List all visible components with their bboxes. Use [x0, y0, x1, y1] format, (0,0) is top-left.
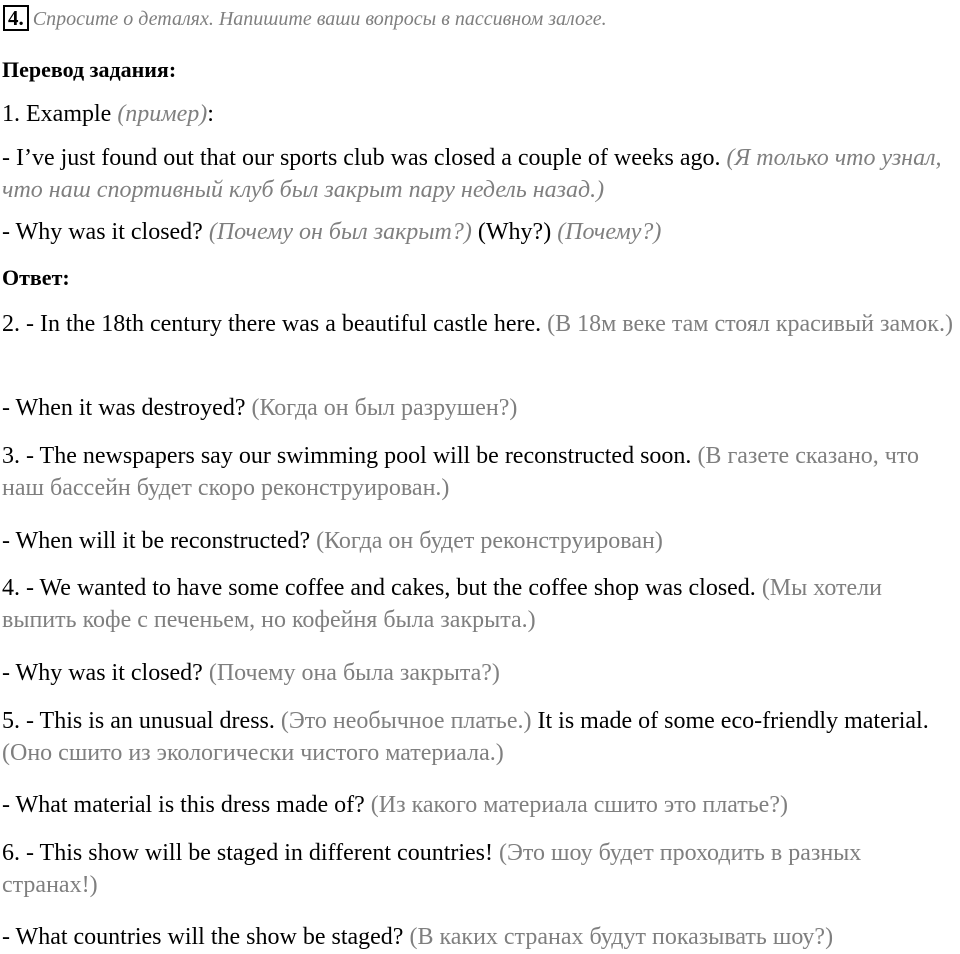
example-question-ru: (Почему он был закрыт?)	[208, 219, 472, 245]
item-4-statement	[2, 572, 958, 636]
item-6-statement-ru: (Это шоу будет проходить в разных странах!)	[2, 840, 862, 898]
example-label-ru: (пример)	[117, 101, 208, 127]
example-sentence-ru: (Я только что узнал, что наш спортивный клуб был закрыт пару недель назад.)	[2, 145, 942, 203]
item-5-statement	[2, 705, 958, 769]
item-5-statement-ru: (Это необычное платье.)	[280, 708, 532, 734]
example-sentence-en: - I’ve just found out that our sports club was closed a couple of weeks ago.	[2, 145, 721, 171]
example-question	[2, 216, 958, 248]
item-4-question	[2, 657, 958, 689]
item-4-statement-en: 4. - We wanted to have some coffee and cakes, but the coffee shop was closed.	[2, 575, 756, 601]
item-3-question-ru: (Когда он будет реконструирован)	[316, 528, 663, 554]
example-label-line	[2, 98, 958, 130]
item-4-statement-ru: (Мы хотели выпить кофе с печеньем, но кофейня была закрыта.)	[2, 575, 882, 633]
item-5-statement2-ru: (Оно сшито из экологически чистого материала.)	[2, 740, 504, 766]
item-6-question-en: - What countries will the show be staged?	[2, 924, 404, 950]
item-3-question	[2, 525, 958, 557]
item-3-statement-ru: (В газете сказано, что наш бассейн будет скоро реконструирован.)	[2, 443, 920, 501]
task-instruction: Спросите о деталях. Напишите ваши вопросы в пассивном залоге.	[32, 8, 607, 30]
item-2-question-ru: (Когда он был разрушен?)	[251, 395, 518, 421]
example-sentence	[2, 142, 958, 206]
item-2-question-en: - When it was destroyed?	[2, 395, 246, 421]
example-short-ru: (Почему?)	[557, 219, 662, 245]
translation-heading: Перевод задания:	[2, 57, 177, 82]
item-3-statement	[2, 440, 958, 504]
example-question-en: - Why was it closed?	[2, 219, 203, 245]
item-5-question-ru: (Из какого материала сшито это платье?)	[370, 792, 788, 818]
item-5-question-en: - What material is this dress made of?	[2, 792, 365, 818]
item-6-question-ru: (В каких странах будут показывать шоу?)	[409, 924, 834, 950]
item-4-question-en: - Why was it closed?	[2, 660, 203, 686]
example-colon: :	[207, 101, 214, 127]
example-short-en: (Why?)	[477, 219, 552, 245]
item-2-statement	[2, 308, 958, 340]
item-5-question	[2, 789, 958, 821]
item-3-question-en: - When will it be reconstructed?	[2, 528, 311, 554]
answer-heading: Ответ:	[2, 265, 70, 290]
item-5-statement2-en: It is made of some eco-friendly material.	[537, 708, 929, 734]
item-2-statement-en: 2. - In the 18th century there was a beautiful castle here.	[2, 311, 542, 337]
task-header	[3, 4, 607, 33]
item-5-statement-en: 5. - This is an unusual dress.	[2, 708, 275, 734]
example-label: 1. Example	[2, 101, 112, 127]
item-6-statement	[2, 837, 958, 901]
item-4-question-ru: (Почему она была закрыта?)	[208, 660, 500, 686]
item-3-statement-en: 3. - The newspapers say our swimming pool will be reconstructed soon.	[2, 443, 692, 469]
item-2-question	[2, 392, 958, 424]
task-number: 4.	[3, 5, 29, 31]
item-2-statement-ru: (В 18м веке там стоял красивый замок.)	[547, 311, 953, 337]
item-6-statement-en: 6. - This show will be staged in different countries!	[2, 840, 494, 866]
item-6-question	[2, 921, 958, 953]
